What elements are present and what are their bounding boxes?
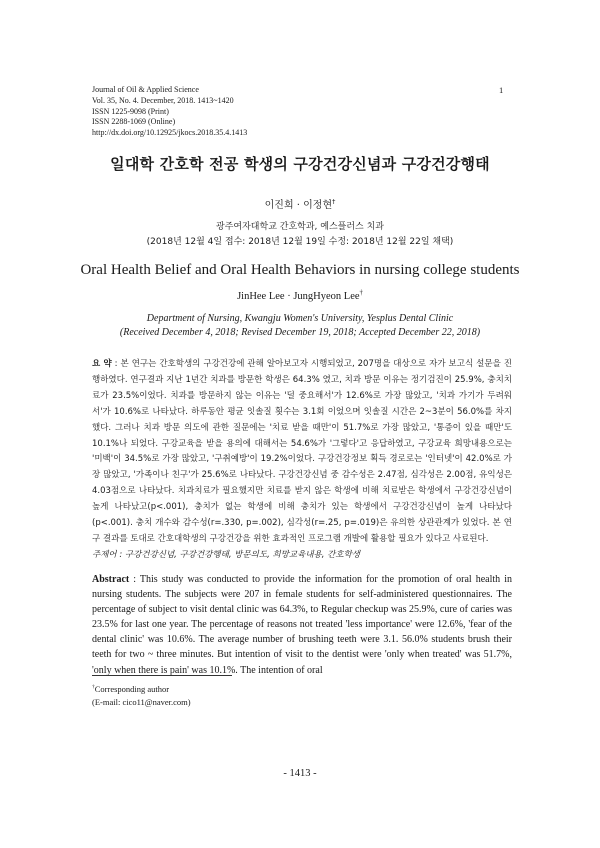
issn-online: ISSN 2288-1069 (Online) [92,117,176,127]
english-author-mark: † [359,289,363,297]
korean-abstract-body: : 본 연구는 간호학생의 구강건강에 관해 알아보고자 시행되었고, 207명을 대상으로 자가 보고식 설문을 진행하였다. 연구결과 지난 1년간 치과를 방문한 학생은 64.3% 였고, 치과 방문 이유는 정기검진이 25.9%, 충치치료가 23.5%이었다. 치과를 방문하지 않는 이유는 '덜 중요해서'가 12.6%로 가장 많았고, '치과 가기가 두려워서'가 10.6%로 나타났다. 하루동안 평균 잇솔질 횟수는 3.1회 이었으며 잇솔질 시간은 2~3분이 56.0%를 차지했다. 그러나 치과 방문 의도에 관한 질문에는 '치료 받을 때만'이 51.7%로 가장 많았고, '통증이 있을 때만'도 10.1%나 되었다. 구강교육을 받을 용의에 대해서는 54.6%가 '그렇다'고 응답하였고, 구강교육 희망내용으로는 '미백'이 34.5%로 가장 많았고, '구취예방'이 19.2%이었다. 구강건강정보 획득 경로로는 '인터넷'이 42.0%로 가장 많았고, '가족이나 친구'가 25.6%로 나타났다. 구강건강신념 중 감수성은 2.47점, 심각성은 2.00점, 유익성은 4.03점으로 나타났다. 치과치료가 필요했지만 치료를 받지 않은 학생에 비해 치료받은 학생에서 구강건강신념이 높게 나타났고(p<.001), 충치가 없는 학생에 비해 충치가 있는 학생에서 구강건강신념이 높게 나타났다(p<.001). 충치 개수와 감수성(r=.330, p=.002), 심각성(r=.25, p=.019)은 유의한 상관관계가 있었다. 본 연구 결과를 토대로 간호대학생의 구강건강을 위한 효과적인 프로그램 개발에 활용할 필요가 있다고 사료된다. [92,359,512,544]
korean-author-mark: † [332,197,336,206]
korean-abstract-label: 요 약 [92,359,112,369]
korean-dates: (2018년 12월 4일 접수: 2018년 12월 19일 수정: 2018년 12월 22일 채택) [146,237,454,247]
footnote-line1 [92,683,191,696]
korean-authors [0,196,600,211]
english-abstract-body: : This study was conducted to provide the information for the promotion of oral health in nursing students. The subjects were 207 in female students for self-administered questionnaires. The percentage of subject to visit dental clinic was 64.3%, to Regular checkup was 25.9%, cure of caries was 23.5% for last one year. The percentage of reasons not treated 'less importance' were 12.6%, 'fear of the dental clinic' was 10.6%. The average number of brushing teeth were 3.1. 56.0% students brush their teeth for two ~ three minutes. But intention of visit to the dentist were 'only when treated' was 51.7%, 'only when there is pain' was 10.1%. The intention of oral [92,574,512,676]
footnote [92,683,191,708]
english-author-names: JinHee Lee · JungHyeon Lee [237,291,360,302]
journal-meta [92,85,247,139]
korean-keywords: 주제어 : 구강건강신념, 구강건강행태, 방문의도, 희망교육내용, 간호학생 [92,550,361,560]
english-dates: (Received December 4, 2018; Revised December 19, 2018; Accepted December 22, 2018) [119,327,481,338]
footer-page-number: - 1413 - [283,768,317,779]
issn-print: ISSN 1225-9098 (Print) [92,106,169,116]
english-abstract-label: Abstract [92,574,130,585]
journal-name: Journal of Oil & Applied Science [92,85,199,94]
korean-author-names: 이진희 · 이정현 [264,200,333,211]
footnote-divider [92,675,232,676]
footnote-corresponding: Corresponding author [94,684,170,694]
english-title: Oral Health Belief and Oral Health Behaviors in nursing college students [80,262,520,278]
english-abstract [92,572,512,678]
header-page-number: 1 [499,85,504,95]
doi-link[interactable]: http://dx.doi.org/10.12925/jkocs.2018.35.4.1413 [92,128,248,138]
english-affiliation: Department of Nursing, Kwangju Women's University, Yesplus Dental Clinic [146,313,454,324]
korean-title: 일대학 간호학 전공 학생의 구강건강신념과 구강건강행태 [110,155,490,173]
journal-volume: Vol. 35, No. 4. December, 2018. 1413~1420 [92,95,234,105]
footnote-mark: † [92,684,95,691]
korean-abstract [92,357,512,548]
footnote-email: (E-mail: cico11@naver.com) [92,696,191,707]
english-authors [0,291,600,302]
korean-affiliation: 광주여자대학교 간호학과, 예스플러스 치과 [216,222,384,232]
